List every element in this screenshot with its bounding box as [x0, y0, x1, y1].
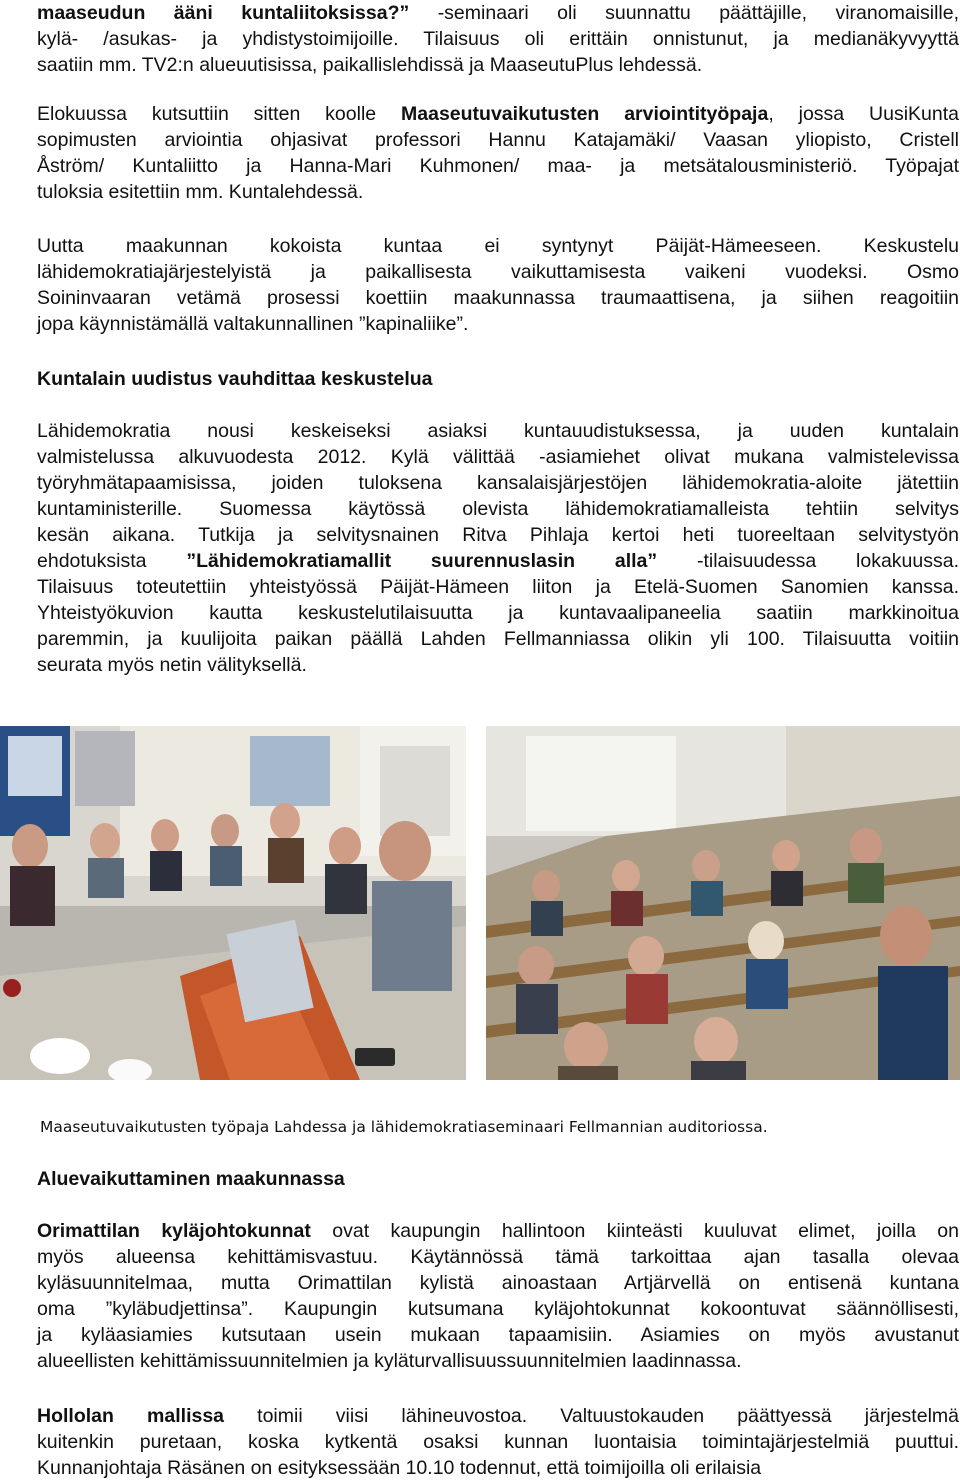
- text-line: sopimusten arviointia ohjasivat professori Hannu Katajamäki/ Vaasan yliopisto, Cristell: [37, 129, 959, 151]
- text-line: Kunnanjohtaja Räsänen on esityksessään 10.10 todennut, että toimijoilla oli erilaisia: [37, 1457, 762, 1479]
- text-line: Yhteistyökuvion kautta keskustelutilaisuutta ja kuntavaalipaneelia saatiin markkinoitua: [37, 602, 959, 624]
- photo-caption: Maaseutuvaikutusten työpaja Lahdessa ja lähidemokratiaseminaari Fellmannian auditoriossa.: [40, 1118, 768, 1136]
- text-line: paremmin, ja kuulijoita paikan päällä Lahden Fellmanniassa olikin yli 100. Tilaisuutta voitiin: [37, 628, 959, 650]
- text-line: Elokuussa kutsuttiin sitten koolle Maaseutuvaikutusten arviointityöpaja, jossa UusiKunta: [37, 103, 960, 125]
- text-line: työryhmätapaamisissa, joiden tuloksena kansalaisjärjestöjen lähidemokratia-aloite jätettiin: [37, 472, 959, 494]
- text-line: Uutta maakunnan kokoista kuntaa ei syntynyt Päijät-Hämeeseen. Keskustelu: [37, 235, 959, 257]
- text-line: valmistelussa alkuvuodesta 2012. Kylä välittää -asiamiehet olivat mukana valmistelevissa: [37, 446, 959, 468]
- text-line: Lähidemokratia nousi keskeiseksi asiaksi kuntauudistuksessa, ja uuden kuntalain: [37, 420, 959, 442]
- kuntalaki-paragraph: [37, 418, 959, 678]
- auditorium-photo: [486, 726, 960, 1080]
- workshop-photo: [0, 726, 466, 1080]
- text-line: kyläsuunnitelmaa, mutta Orimattilan kylistä ainoastaan Artjärvellä on entisenä kuntana: [37, 1272, 959, 1294]
- text-line: kesän aikana. Tutkija ja selvitysnainen Ritva Pihlaja kertoi heti tuoreeltaan selvitystyön: [37, 524, 959, 546]
- text-line: alueellisten kehittämissuunnitelmien ja kyläturvallisuussuunnitelmien laadinnassa.: [37, 1350, 742, 1372]
- region-paragraph: [37, 233, 959, 337]
- text-line: ehdotuksista ”Lähidemokratiamallit suurennuslasin alla” -tilaisuudessa lokakuussa.: [37, 550, 959, 572]
- text-line: kuitenkin puretaan, koska kytkentä osaksi kunnan luontaisia toimintajärjestelmiä puuttui.: [37, 1431, 959, 1453]
- section-heading-alue: Aluevaikuttaminen maakunnassa: [37, 1168, 345, 1190]
- text-line: tuloksia esitettiin mm. Kuntalehdessä.: [37, 181, 364, 203]
- text-line: saatiin mm. TV2:n alueuutisissa, paikallislehdissä ja MaaseutuPlus lehdessä.: [37, 54, 703, 76]
- workshop-paragraph: [37, 101, 959, 205]
- hollola-paragraph: [37, 1403, 959, 1481]
- section-heading-kuntalaki: Kuntalain uudistus vauhdittaa keskustelua: [37, 368, 433, 390]
- intro-paragraph: [37, 0, 959, 78]
- text-line: maaseudun ääni kuntaliitoksissa?” -seminaari oli suunnattu päättäjille, viranomaisille,: [37, 2, 959, 24]
- text-line: Hollolan mallissa toimii viisi lähineuvostoa. Valtuustokauden päättyessä järjestelmä: [37, 1405, 959, 1427]
- text-line: kuntaministerille. Suomessa käytössä olevista lähidemokratiamalleista tehtiin selvitys: [37, 498, 959, 520]
- text-line: ja kyläasiamies kutsutaan usein mukaan tapaamisiin. Asiamies on myös avustanut: [37, 1324, 959, 1346]
- text-line: Orimattilan kyläjohtokunnat ovat kaupungin hallintoon kiinteästi kuuluvat elimet, joilla on: [37, 1220, 959, 1242]
- text-line: lähidemokratiajärjestelyistä ja paikallisesta vaikuttamisesta vaikeni vuodeksi. Osmo: [37, 261, 959, 283]
- text-line: Åström/ Kuntaliitto ja Hanna-Mari Kuhmonen/ maa- ja metsätalousministeriö. Työpajat: [37, 155, 959, 177]
- text-line: kylä- /asukas- ja yhdistystoimijoille. Tilaisuus oli erittäin onnistunut, ja medianäkyvyyttä: [37, 28, 959, 50]
- text-line: myös alueensa kehittämisvastuu. Käytännössä tämä tarkoittaa ajan tasalla olevaa: [37, 1246, 959, 1268]
- text-line: seurata myös netin välityksellä.: [37, 654, 307, 676]
- text-line: oma ”kyläbudjettinsa”. Kaupungin kutsumana kyläjohtokunnat kokoontuvat säännöllisesti,: [37, 1298, 959, 1320]
- orimattila-paragraph: [37, 1218, 959, 1374]
- text-line: jopa käynnistämällä valtakunnallinen ”kapinaliike”.: [37, 313, 469, 335]
- text-line: Tilaisuus toteutettiin yhteistyössä Päijät-Hämeen liiton ja Etelä-Suomen Sanomien kanssa.: [37, 576, 959, 598]
- text-line: Soininvaaran vetämä prosessi koettiin maakunnassa traumaattisena, ja siihen reagoitiin: [37, 287, 959, 309]
